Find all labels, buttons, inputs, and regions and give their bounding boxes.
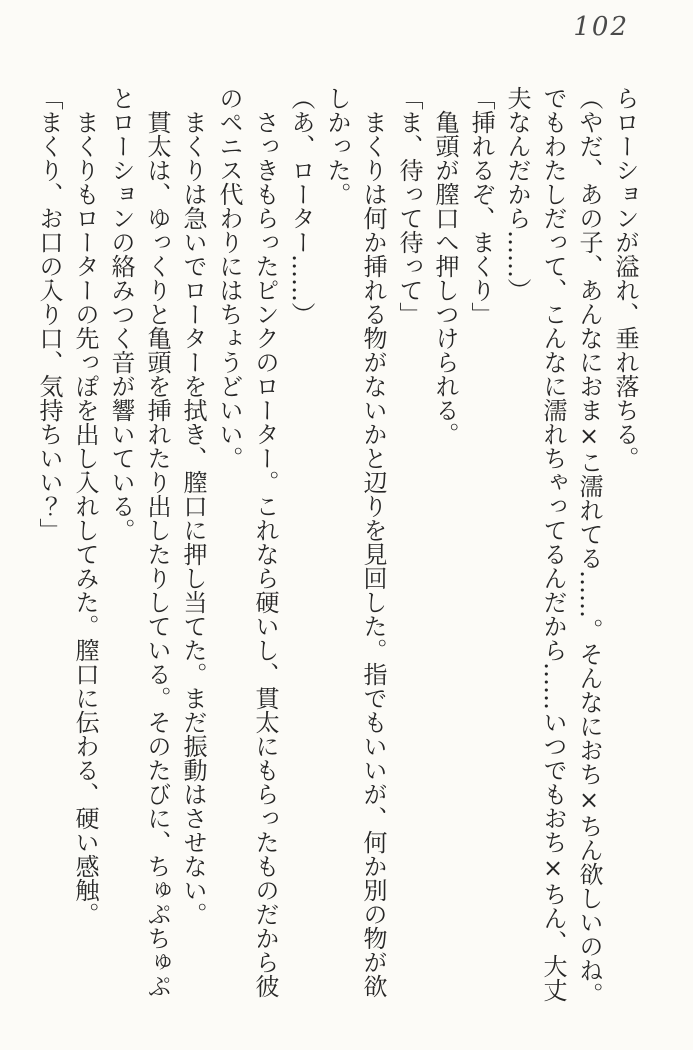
text-line: 亀頭が膣口へ押しつけられる。 [431, 86, 459, 446]
text-line: まくりもローターの先っぽを出し入れしてみた。膣口に伝わる、硬い感触。 [71, 86, 99, 926]
text-line: （やだ、あの子、あんなにおま×こ濡れてる……。そんなにおち×ちん欲しいのね。 [575, 86, 603, 1006]
text-line: 「挿れるぞ、まくり」 [467, 86, 495, 326]
text-line: 貫太は、ゆっくりと亀頭を挿れたり出したりしている。そのたびに、ちゅぷちゅぷ [143, 86, 171, 998]
text-line: まくりは何か挿れる物がないかと辺りを見回した。指でもいいが、何か別の物が欲 [359, 86, 387, 998]
text-line: でもわたしだって、こんなに濡れちゃってるんだから……いつでもおち×ちん、大丈 [539, 86, 567, 1002]
text-line: とローションの絡みつく音が響いている。 [107, 86, 135, 542]
text-area [31, 86, 643, 1006]
page-number: 102 [573, 12, 629, 42]
text-line: 「まくり、お口の入り口、気持ちいい？」 [35, 86, 63, 542]
text-line: のペニス代わりにはちょうどいい。 [215, 86, 243, 470]
text-line: らローションが溢れ、垂れ落ちる。 [611, 86, 639, 470]
text-line: さっきもらったピンクのローター。これなら硬いし、貫太にもらったものだから彼 [251, 86, 279, 998]
text-line: 「ま、待って待って」 [395, 86, 423, 326]
text-line: しかった。 [323, 86, 351, 206]
text-line: （あ、ローター……） [287, 86, 315, 326]
text-line: 夫なんだから……） [503, 86, 531, 302]
text-line: まくりは急いでローターを拭き、膣口に押し当てた。まだ振動はさせない。 [179, 86, 207, 926]
